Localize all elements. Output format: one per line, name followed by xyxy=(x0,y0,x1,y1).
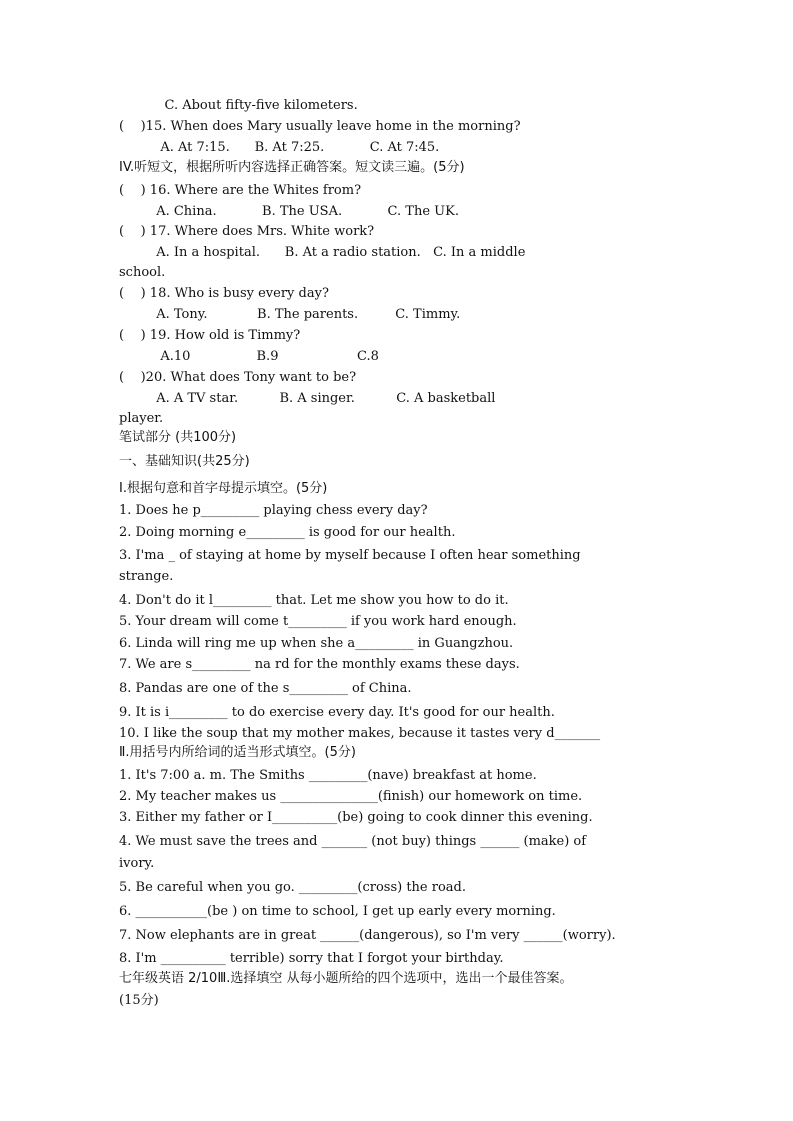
line-fill-6: 6. Linda will ring me up when she a_________ in Guangzhou. xyxy=(119,636,514,651)
line-question-19: ( ) 19. How old is Timmy? xyxy=(119,328,301,343)
line-question-18: ( ) 18. Who is busy every day? xyxy=(119,286,329,301)
line-fill-4: 4. Don't do it l_________ that. Let me show you how to do it. xyxy=(119,593,509,608)
line-form-4-cont: ivory. xyxy=(119,856,155,871)
line-form-6: 6. ___________(be ) on time to school, I get up early every morning. xyxy=(119,904,556,919)
line-options-16: A. China. B. The USA. C. The UK. xyxy=(119,204,459,219)
line-question-16: ( ) 16. Where are the Whites from? xyxy=(119,183,362,198)
section-heading-i: I.根据句意和首字母提示填空。(5分) xyxy=(119,481,328,496)
line-options-17-cont: school. xyxy=(119,265,166,280)
line-options-17: A. In a hospital. B. At a radio station. C. In a middle xyxy=(119,245,526,260)
line-option-14c: C. About fifty-five kilometers. xyxy=(119,98,358,113)
line-question-15: ( )15. When does Mary usually leave home in the morning? xyxy=(119,119,521,134)
line-form-5: 5. Be careful when you go. _________(cross) the road. xyxy=(119,880,466,895)
line-options-19: A.10 B.9 C.8 xyxy=(119,349,379,364)
section-heading-ii: Ⅱ.用括号内所给词的适当形式填空。(5分) xyxy=(119,745,356,760)
line-form-2: 2. My teacher makes us _______________(finish) our homework on time. xyxy=(119,789,583,804)
section-heading-written: 笔试部分 (共100分) xyxy=(119,430,237,445)
line-options-20-cont: player. xyxy=(119,411,164,426)
line-options-15: A. At 7:15. B. At 7:25. C. At 7:45. xyxy=(119,140,440,155)
line-form-4: 4. We must save the trees and _______ (not buy) things ______ (make) of xyxy=(119,834,587,849)
section-heading-iv: IV.听短文，根据所听内容选择正确答案。短文读三遍。(5分) xyxy=(119,160,465,175)
line-fill-7: 7. We are s_________ na rd for the monthly exams these days. xyxy=(119,657,520,672)
line-fill-1: 1. Does he p_________ playing chess every day? xyxy=(119,503,428,518)
line-options-20: A. A TV star. B. A singer. C. A basketball xyxy=(119,391,496,406)
line-fill-2: 2. Doing morning e_________ is good for our health. xyxy=(119,525,456,540)
line-options-18: A. Tony. B. The parents. C. Timmy. xyxy=(119,307,461,322)
line-form-8: 8. I'm __________ terrible) sorry that I forgot your birthday. xyxy=(119,951,504,966)
line-fill-3-cont: strange. xyxy=(119,569,174,584)
line-form-1: 1. It's 7:00 a. m. The Smiths _________(nave) breakfast at home. xyxy=(119,768,537,783)
line-question-17: ( ) 17. Where does Mrs. White work? xyxy=(119,224,375,239)
line-form-3: 3. Either my father or I__________(be) going to cook dinner this evening. xyxy=(119,810,593,825)
section-heading-iii: 七年级英语 2/10Ⅲ.选择填空 从每小题所给的四个选项中，选出一个最佳答案。 xyxy=(119,971,573,986)
line-fill-8: 8. Pandas are one of the s_________ of China. xyxy=(119,681,412,696)
line-question-20: ( )20. What does Tony want to be? xyxy=(119,370,357,385)
section-heading-basics: 一、基础知识(共25分) xyxy=(119,454,250,469)
line-fill-10: 10. I like the soup that my mother makes, because it tastes very d_______ xyxy=(119,726,601,741)
line-form-7: 7. Now elephants are in great ______(dangerous), so I'm very ______(worry). xyxy=(119,928,616,943)
section-heading-iii-cont: (15分) xyxy=(119,993,159,1008)
line-fill-3: 3. I'ma _ of staying at home by myself because I often hear something xyxy=(119,548,581,563)
line-fill-5: 5. Your dream will come t_________ if you work hard enough. xyxy=(119,614,517,629)
line-fill-9: 9. It is i_________ to do exercise every day. It's good for our health. xyxy=(119,705,555,720)
